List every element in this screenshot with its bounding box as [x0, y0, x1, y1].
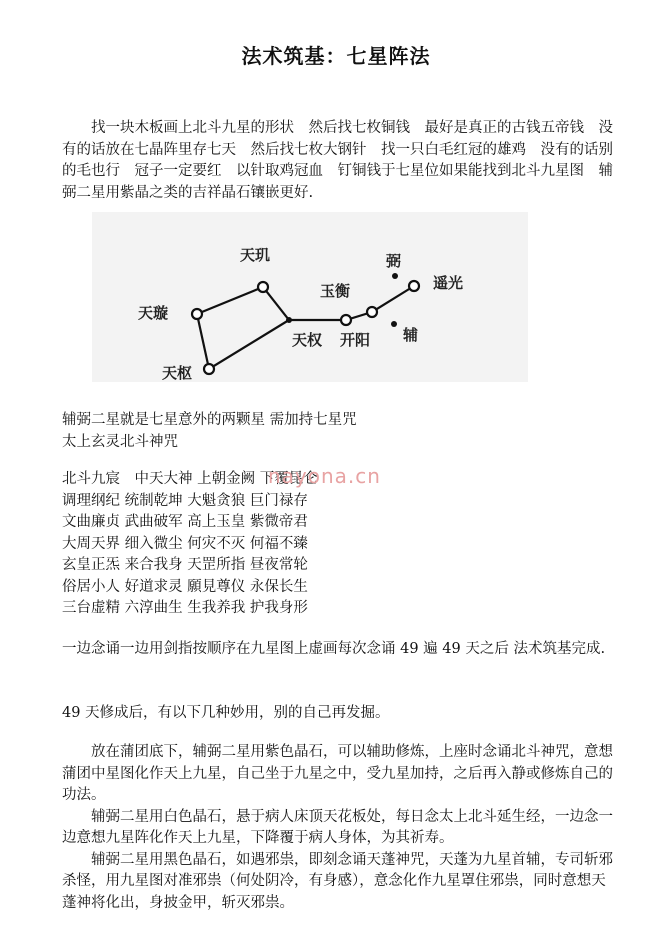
star-fu	[391, 321, 397, 327]
label-kaiyang: 开阳	[340, 331, 371, 349]
mantra-line: 玄皇正炁 来合我身 天罡所指 昼夜常轮	[62, 557, 308, 573]
label-tianquan: 天权	[292, 331, 323, 349]
mantra-block	[62, 469, 618, 620]
mantra-line: 大周天界 细入微尘 何灾不灭 何福不臻	[62, 535, 308, 552]
star-kaiyang	[367, 307, 377, 317]
label-yaoguang: 遥光	[433, 274, 464, 292]
label-yuheng: 玉衡	[320, 282, 351, 300]
star-bi	[392, 273, 398, 279]
label-fu: 辅	[403, 326, 419, 344]
use-paragraph-white: 辅弼二星用白色晶石，悬于病人床顶天花板处，每日念太上北斗延生经，一边念一边意想九星阵化作天上九星，下降覆于病人身体，为其祈寿。	[62, 808, 613, 846]
star-tianquan	[286, 317, 292, 323]
mantra-line: 三台虚精 六淳曲生 生我养我 护我身形	[62, 600, 308, 616]
label-tianxuan: 天璇	[138, 304, 169, 322]
star-yaoguang	[409, 281, 419, 291]
star-yuheng	[341, 315, 351, 325]
watermark: nayona.cn	[268, 464, 381, 488]
label-tianshu: 天枢	[162, 364, 193, 382]
diagram-background	[92, 212, 528, 382]
practice-paragraph: 一边念诵一边用剑指按顺序在九星图上虚画每次念诵 49 遍 49 天之后 法术筑基完成.	[62, 641, 606, 657]
note-fubi: 辅弼二星就是七星意外的两颗星 需加持七星咒	[62, 412, 357, 428]
star-tianji	[258, 282, 268, 292]
page-title: 法术筑基：七星阵法	[241, 44, 431, 68]
use-paragraph-purple: 放在蒲团底下，辅弼二星用紫色晶石，可以辅助修炼，上座时念诵北斗神咒，意想蒲团中星图化作天上九星，自己坐于九星之中，受九星加持，之后再入静或修炼自己的功法。	[62, 744, 613, 803]
mantra-line: 北斗九宸 中天大神 上朝金阙 下覆昆仑	[62, 471, 318, 487]
mantra-line: 俗居小人 好道求灵 願見尊仪 永保长生	[62, 578, 308, 595]
star-tianshu	[204, 364, 214, 374]
mantra-title: 太上玄灵北斗神咒	[62, 433, 178, 450]
note-section	[62, 410, 618, 453]
use-paragraph-black: 辅弼二星用黑色晶石，如遇邪祟，即刻念诵天蓬神咒，天蓬为九星首辅，专司斩邪杀怪，用九星图对准邪祟（何处阴冷，有身感），意念化作九星罩住邪祟，同时意想天蓬神将化出，身披金甲，斩灭邪祟。	[62, 851, 613, 911]
label-tianji: 天玑	[240, 246, 271, 264]
mantra-line: 文曲廉贞 武曲破军 高上玉皇 紫微帝君	[62, 514, 308, 530]
big-dipper-diagram	[92, 212, 528, 382]
uses-section	[62, 742, 618, 914]
after-paragraph: 49 天修成后，有以下几种妙用，别的自己再发掘。	[62, 705, 390, 721]
mantra-line: 调理纲纪 统制乾坤 大魁贪狼 巨门禄存	[62, 492, 308, 509]
intro-paragraph: 找一块木板画上北斗九星的形状 然后找七枚铜钱 最好是真正的古钱五帝钱 没有的话放在七晶阵里存七天 然后找七枚大钢针 找一只白毛红冠的雄鸡 没有的话别的毛也行 冠子一定要红 以针取鸡冠血 钉铜钱于七星位如果能找到北斗九星图 辅弼二星用紫晶之类的吉祥晶石镶嵌更好.	[62, 120, 613, 201]
star-tianxuan	[192, 309, 202, 319]
label-bi: 弼	[386, 252, 402, 270]
